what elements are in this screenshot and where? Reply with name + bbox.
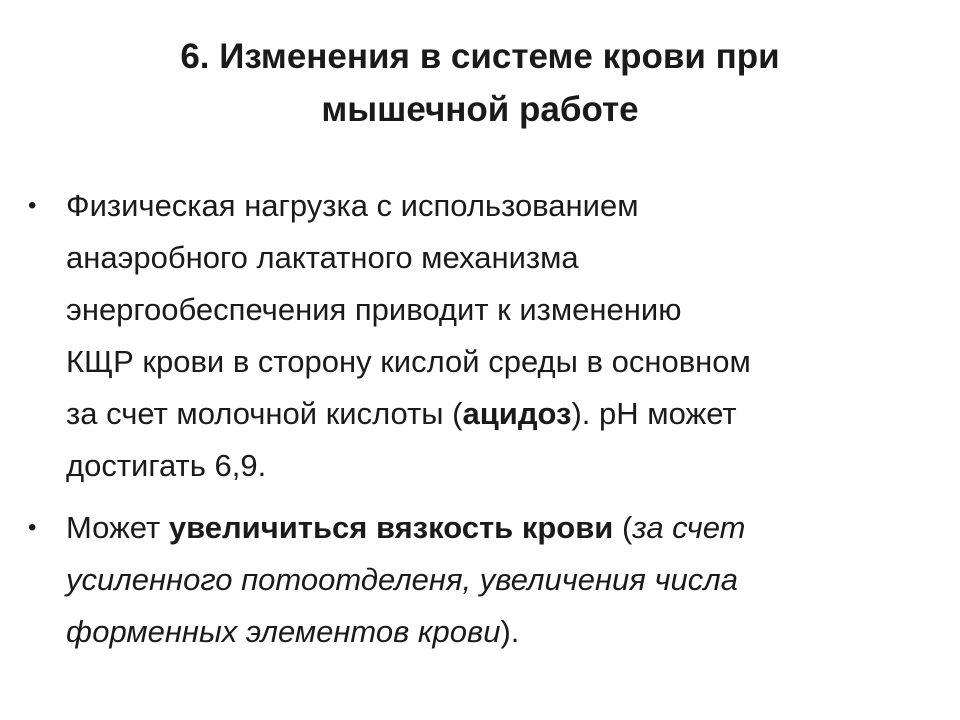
bullet-2-paren-close: ). [500,614,520,649]
bullet-2-line-2 [66,554,906,606]
bullet-2-paren-open: ( [613,510,633,545]
bullet-1-line-5-text: за счет молочной кислоты ( [66,396,463,431]
bullet-1-line-5-tail: ). pH может [571,396,737,431]
bullet-2-line-1 [66,502,906,554]
bullet-1-line-2: анаэробного лактатного механизма [66,240,579,275]
bullet-item-viscosity [28,502,906,658]
bullet-1-line-4: КЩР крови в сторону кислой среды в основном [66,344,751,379]
bullet-marker: • [28,192,37,219]
bullet-item-acidosis [28,180,906,492]
slide-title-line-1: 6. Изменения в системе крови при [180,37,780,76]
bullet-marker: • [28,514,37,541]
bullet-1-line-6: достигать 6,9. [66,448,267,483]
bullet-1-line-1: Физическая нагрузка с использованием [66,188,639,223]
bullet-2-line-3-italic: форменных элементов крови [66,614,501,649]
bullet-list [0,180,960,658]
bullet-1-line-5 [66,388,906,440]
bullet-1-line-3: энергообеспечения приводит к изменению [66,292,682,327]
bullet-2-line-2-italic: усиленного потоотделеня, увеличения числа [66,562,738,597]
slide-title [60,30,900,136]
acidosis-term: ацидоз [462,396,572,431]
bullet-2-line-1-text: Может [66,510,169,545]
bullet-2-line-3 [66,606,906,658]
slide-title-line-2: мышечной работе [321,90,639,129]
bullet-2-line-1-italic: за счет [632,510,746,545]
viscosity-term: увеличиться вязкость крови [168,510,614,545]
